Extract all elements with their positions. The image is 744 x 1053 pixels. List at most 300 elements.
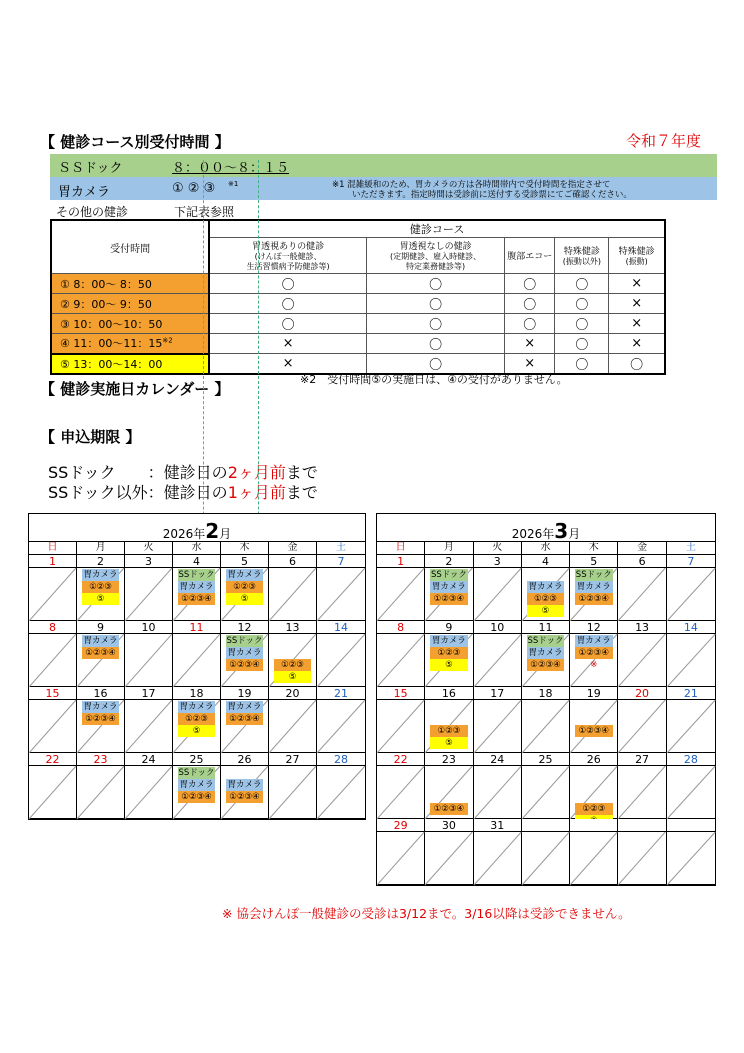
weekday-header: 月 [425, 542, 473, 555]
calendar-day[interactable] [474, 621, 522, 687]
course-col-2: 胃透視なしの健診 (定期健診、雇入時健診、 特定業務健診等) [367, 238, 505, 274]
diagonal-line [317, 700, 365, 753]
day-number: 17 [125, 687, 172, 700]
ss-dock-row [50, 154, 717, 177]
calendar-day[interactable] [522, 555, 570, 621]
calendar-day[interactable] [667, 753, 715, 819]
course-row-2 [51, 294, 665, 314]
course-row-time: ① 8：00〜 8：50 [51, 274, 209, 294]
course-row-3 [51, 314, 665, 334]
calendar-day[interactable] [77, 687, 125, 753]
calendar-day[interactable] [377, 753, 425, 819]
calendar-day[interactable] [667, 687, 715, 753]
deadline-section-title: 【 申込期限 】 [40, 428, 141, 446]
calendar-day[interactable] [377, 555, 425, 621]
course-availability-mark: × [609, 314, 665, 334]
gastro-chip: 胃カメラ [83, 636, 118, 646]
gastro-chip: 胃カメラ [227, 570, 262, 580]
day-number [618, 819, 665, 832]
day-number: 26 [570, 753, 617, 766]
gastro-chip: 胃カメラ [528, 648, 563, 658]
diagonal-line [77, 766, 124, 819]
calendar-day[interactable] [269, 555, 317, 621]
day-number: 18 [522, 687, 569, 700]
gastro-chip: 胃カメラ [83, 702, 118, 712]
day-number [570, 819, 617, 832]
calendar-day[interactable] [125, 621, 173, 687]
course-note: ※2 受付時間⑤の実施日は、④の受付がありません。 [300, 373, 568, 386]
day-number: 27 [269, 753, 316, 766]
weekday-header: 日 [377, 542, 425, 555]
calendar-day[interactable] [317, 621, 365, 687]
calendar-day[interactable] [377, 819, 425, 885]
day-number: 4 [522, 555, 569, 568]
afternoon-slot-chip: ⑤ [226, 593, 264, 605]
calendar-day[interactable] [618, 753, 666, 819]
ss-dock-chip: SSドック [575, 570, 612, 580]
calendar-day[interactable] [269, 687, 317, 753]
diagonal-line [522, 766, 569, 819]
reception-header: 受付時間 [51, 220, 209, 274]
time-slots-chip: ①②③④ [226, 659, 264, 671]
calendar-day[interactable] [317, 687, 365, 753]
time-slots-chip: ①②③ [178, 713, 216, 725]
course-availability-mark: 〇 [367, 294, 505, 314]
gastro-chip: 胃カメラ [83, 570, 118, 580]
page-title: 【 健診コース別受付時間 】 [40, 133, 230, 151]
calendar-day[interactable] [317, 753, 365, 819]
diagonal-line [474, 634, 521, 687]
course-availability-mark: 〇 [505, 294, 555, 314]
calendar-day[interactable] [570, 555, 618, 621]
diagonal-line [29, 634, 76, 687]
diagonal-line [269, 700, 316, 753]
day-number: 27 [618, 753, 665, 766]
time-slots-chip: ①②③ [575, 803, 613, 815]
course-availability-mark: × [209, 354, 366, 375]
day-number: 10 [474, 621, 521, 634]
day-number: 17 [474, 687, 521, 700]
calendar-day[interactable] [425, 819, 473, 885]
gastro-note-line1: ※1 混雑緩和のため、胃カメラの方は各時間帯内で受付時間を指定させて [332, 180, 611, 190]
calendar-day[interactable] [77, 753, 125, 819]
calendar-day[interactable] [221, 621, 269, 687]
day-number: 6 [618, 555, 665, 568]
course-row-time: ④ 11：00〜11：15$^{※2}$ [51, 334, 209, 354]
time-slots-chip: ①②③ [226, 581, 264, 593]
calendar-february [28, 513, 366, 820]
chip-spacer [575, 701, 613, 713]
weekday-header: 金 [269, 542, 317, 555]
calendar-day[interactable] [77, 555, 125, 621]
day-number: 1 [29, 555, 76, 568]
time-slots-chip: ①②③④ [226, 713, 264, 725]
calendar-day[interactable] [425, 753, 473, 819]
course-availability-mark: 〇 [555, 294, 609, 314]
weekday-header: 月 [77, 542, 125, 555]
day-number: 31 [474, 819, 521, 832]
day-number: 3 [125, 555, 172, 568]
calendar-day[interactable] [474, 555, 522, 621]
day-number: 21 [667, 687, 715, 700]
time-slots-chip: ①②③④ [178, 791, 216, 803]
calendar-day[interactable] [474, 753, 522, 819]
time-slots-chip: ①②③④ [575, 725, 613, 737]
ss-dock-chip: SSドック [178, 768, 215, 778]
course-availability-mark: × [505, 354, 555, 375]
day-number: 14 [317, 621, 365, 634]
weekday-header: 火 [125, 542, 173, 555]
day-number: 14 [667, 621, 715, 634]
day-number: 29 [377, 819, 424, 832]
weekday-header: 土 [317, 542, 365, 555]
gastro-chip: 胃カメラ [227, 780, 262, 790]
gastro-chip: 胃カメラ [227, 648, 262, 658]
chip-spacer [274, 647, 312, 659]
course-row-4 [51, 334, 665, 354]
diagonal-line [377, 568, 424, 621]
diagonal-line [667, 832, 715, 885]
deadline-other: SSドック以外：健診日の1ヶ月前まで [48, 483, 318, 502]
weekday-header: 日 [29, 542, 77, 555]
calendar-day[interactable] [125, 753, 173, 819]
day-number: 22 [29, 753, 76, 766]
weekday-header: 木 [570, 542, 618, 555]
calendar-day[interactable] [173, 753, 221, 819]
day-number: 9 [425, 621, 472, 634]
chip-spacer [575, 713, 613, 725]
diagonal-line [317, 634, 365, 687]
calendar-day[interactable] [173, 621, 221, 687]
day-number: 12 [570, 621, 617, 634]
diagonal-line [377, 700, 424, 753]
day-number: 26 [221, 753, 268, 766]
calendar-day[interactable] [29, 753, 77, 819]
diagonal-line [667, 568, 715, 621]
diagonal-line [570, 832, 617, 885]
course-col-3: 腹部エコー [505, 238, 555, 274]
course-availability-mark: 〇 [209, 294, 366, 314]
calendar-day[interactable] [618, 555, 666, 621]
gastro-slots: ① ② ③ [172, 181, 216, 196]
calendar-day[interactable] [269, 753, 317, 819]
afternoon-slot-chip: ⑤ [274, 671, 312, 683]
calendar-day[interactable] [618, 621, 666, 687]
calendar-title: 2026年3月 [377, 514, 715, 542]
course-availability-mark: 〇 [505, 274, 555, 294]
time-slots-chip: ①②③④ [575, 647, 613, 659]
calendar-day[interactable] [522, 819, 570, 885]
time-slots-chip: ①②③④ [226, 791, 264, 803]
calendar-day[interactable] [173, 555, 221, 621]
day-number: 24 [125, 753, 172, 766]
gastro-chip: 胃カメラ [179, 780, 214, 790]
diagonal-line [125, 700, 172, 753]
chip-spacer [226, 767, 264, 779]
course-row-time: ③ 10：00〜10：50 [51, 314, 209, 334]
diagonal-line [29, 568, 76, 621]
gastro-chip: 胃カメラ [179, 582, 214, 592]
calendar-section-title: 【 健診実施日カレンダー 】 [40, 380, 230, 398]
afternoon-slot-chip: ⑤ [430, 737, 468, 749]
diagonal-line [522, 700, 569, 753]
diagonal-line [474, 766, 521, 819]
calendar-day[interactable] [667, 819, 715, 885]
day-number: 8 [29, 621, 76, 634]
chip-spacer [575, 767, 613, 779]
chip-spacer [430, 779, 468, 791]
calendar-day[interactable] [29, 621, 77, 687]
course-availability-mark: 〇 [555, 334, 609, 354]
course-availability-mark: 〇 [367, 354, 505, 375]
calendar-day[interactable] [570, 621, 618, 687]
day-number: 5 [221, 555, 268, 568]
day-number: 24 [474, 753, 521, 766]
time-slots-chip: ①②③④ [82, 647, 120, 659]
day-number: 30 [425, 819, 472, 832]
gastro-chip: 胃カメラ [528, 582, 563, 592]
diagonal-line [667, 700, 715, 753]
calendar-day[interactable] [425, 555, 473, 621]
chip-spacer [274, 635, 312, 647]
calendar-day[interactable] [317, 555, 365, 621]
calendar-day[interactable] [667, 555, 715, 621]
day-number: 23 [425, 753, 472, 766]
ss-dock-chip: SSドック [226, 636, 263, 646]
calendar-day[interactable] [522, 621, 570, 687]
course-col-4: 特殊健診 (振動以外) [555, 238, 609, 274]
course-availability-mark: 〇 [505, 314, 555, 334]
diagonal-line [618, 568, 665, 621]
afternoon-slot-chip: ⑤ [82, 593, 120, 605]
deadline-ss: SSドック ：健診日の2ヶ月前まで [48, 463, 318, 482]
calendar-day[interactable] [221, 687, 269, 753]
course-availability-mark: 〇 [555, 354, 609, 375]
diagonal-line [618, 766, 665, 819]
calendar-day[interactable] [618, 687, 666, 753]
day-number: 28 [667, 753, 715, 766]
afternoon-slot-chip: ⑤ [178, 725, 216, 737]
day-number: 13 [618, 621, 665, 634]
calendar-day[interactable] [377, 687, 425, 753]
calendar-day[interactable] [77, 621, 125, 687]
diagonal-line [173, 634, 220, 687]
calendar-day[interactable] [125, 687, 173, 753]
time-slots-chip: ①②③ [430, 725, 468, 737]
day-number: 11 [522, 621, 569, 634]
diagonal-line [377, 832, 424, 885]
day-number: 1 [377, 555, 424, 568]
calendar-day[interactable] [29, 555, 77, 621]
day-number: 9 [77, 621, 124, 634]
day-number: 28 [317, 753, 365, 766]
day-number: 16 [77, 687, 124, 700]
fiscal-year: 令和７年度 [626, 132, 702, 150]
afternoon-slot-chip: ⑤ [527, 605, 565, 617]
calendar-day[interactable] [570, 753, 618, 819]
calendar-title: 2026年2月 [29, 514, 365, 542]
course-availability-mark: 〇 [367, 314, 505, 334]
diagonal-line [474, 568, 521, 621]
course-col-5: 特殊健診 (振動) [609, 238, 665, 274]
course-availability-mark: 〇 [555, 314, 609, 334]
diagonal-line [125, 634, 172, 687]
gastro-row [50, 177, 717, 200]
day-number: 22 [377, 753, 424, 766]
time-slots-chip: ①②③④ [527, 659, 565, 671]
day-number: 23 [77, 753, 124, 766]
time-slots-chip: ①②③ [274, 659, 312, 671]
course-row-time: ② 9：00〜 9：50 [51, 294, 209, 314]
course-header: 健診コース [209, 220, 665, 238]
course-availability-mark: 〇 [367, 274, 505, 294]
diagonal-line [29, 766, 76, 819]
diagonal-line [667, 766, 715, 819]
diagonal-line [522, 832, 569, 885]
day-number [522, 819, 569, 832]
gastro-chip: 胃カメラ [431, 636, 466, 646]
day-number [667, 819, 715, 832]
calendar-day[interactable] [269, 621, 317, 687]
gastro-note-line2: いただきます。指定時間は受診前に送付する受診票にてご確認ください。 [352, 190, 632, 200]
calendar-day[interactable] [667, 621, 715, 687]
gastro-chip: 胃カメラ [576, 636, 611, 646]
diagonal-line [125, 568, 172, 621]
calendar-day[interactable] [522, 687, 570, 753]
diagonal-line [269, 766, 316, 819]
other-label: その他の健診 [56, 205, 129, 219]
day-number: 16 [425, 687, 472, 700]
gastro-chip: 胃カメラ [576, 582, 611, 592]
weekday-header: 金 [618, 542, 666, 555]
ss-dock-chip: SSドック [527, 636, 564, 646]
course-availability-mark: × [609, 274, 665, 294]
calendar-day[interactable] [377, 621, 425, 687]
calendar-day[interactable] [618, 819, 666, 885]
calendar-day[interactable] [221, 753, 269, 819]
day-number: 13 [269, 621, 316, 634]
ss-dock-label: ＳＳドック [58, 161, 123, 176]
day-number: 7 [317, 555, 365, 568]
course-availability-mark: 〇 [555, 274, 609, 294]
calendar-day[interactable] [474, 687, 522, 753]
day-number: 25 [522, 753, 569, 766]
weekday-header: 火 [474, 542, 522, 555]
day-number: 15 [377, 687, 424, 700]
day-number: 11 [173, 621, 220, 634]
weekday-header: 土 [667, 542, 715, 555]
diagonal-line [317, 766, 365, 819]
day-number: 12 [221, 621, 268, 634]
diagonal-line [29, 700, 76, 753]
footer-note: ※ 協会けんぽ一般健診の受診は3/12まで。3/16以降は受診できません。 [222, 906, 631, 921]
day-number: 18 [173, 687, 220, 700]
day-number: 3 [474, 555, 521, 568]
course-availability-mark: 〇 [209, 274, 366, 294]
day-number: 7 [667, 555, 715, 568]
diagonal-line [667, 634, 715, 687]
calendar-day[interactable] [425, 687, 473, 753]
chip-spacer [575, 779, 613, 791]
diagonal-line [269, 568, 316, 621]
calendar-day[interactable] [522, 753, 570, 819]
gastro-label: 胃カメラ [58, 185, 111, 200]
course-table [50, 219, 666, 375]
course-availability-mark: 〇 [209, 314, 366, 334]
time-slots-chip: ①②③ [527, 593, 565, 605]
gastro-chip: 胃カメラ [179, 702, 214, 712]
weekday-header: 水 [522, 542, 570, 555]
day-number: 19 [570, 687, 617, 700]
day-number: 25 [173, 753, 220, 766]
day-number: 2 [425, 555, 472, 568]
ss-dock-time: ８：００〜８：１５ [172, 161, 290, 176]
day-number: 10 [125, 621, 172, 634]
chip-spacer [527, 569, 565, 581]
diagonal-line [618, 634, 665, 687]
ss-dock-chip: SSドック [430, 570, 467, 580]
day-number: 20 [618, 687, 665, 700]
chip-spacer [430, 791, 468, 803]
time-slots-chip: ①②③④ [430, 803, 468, 815]
day-number: 8 [377, 621, 424, 634]
diagonal-line [377, 634, 424, 687]
diagonal-line [317, 568, 365, 621]
day-number: 21 [317, 687, 365, 700]
chip-spacer [430, 701, 468, 713]
weekday-header: 木 [221, 542, 269, 555]
time-slots-chip: ①②③ [82, 581, 120, 593]
calendar-day[interactable] [425, 621, 473, 687]
gastro-note-mark: ※1 [228, 180, 239, 188]
calendar-day[interactable] [474, 819, 522, 885]
calendar-march [376, 513, 716, 886]
time-slots-chip: ①②③ [430, 647, 468, 659]
gastro-chip: 胃カメラ [227, 702, 262, 712]
time-slots-chip: ①②③④ [178, 593, 216, 605]
course-availability-mark: × [209, 334, 366, 354]
gastro-chip: 胃カメラ [431, 582, 466, 592]
day-number: 6 [269, 555, 316, 568]
calendar-day[interactable] [125, 555, 173, 621]
calendar-day[interactable] [221, 555, 269, 621]
chip-spacer [575, 791, 613, 803]
weekday-header: 水 [173, 542, 221, 555]
course-row-1 [51, 274, 665, 294]
day-number: 19 [221, 687, 268, 700]
day-number: 5 [570, 555, 617, 568]
time-slots-chip: ①②③④ [430, 593, 468, 605]
calendar-day[interactable] [29, 687, 77, 753]
other-ref: 下記表参照 [174, 205, 235, 219]
diagonal-line [474, 832, 521, 885]
time-slots-chip: ①②③④ [575, 593, 613, 605]
calendar-day[interactable] [570, 819, 618, 885]
course-availability-mark: × [609, 334, 665, 354]
diagonal-line [425, 832, 472, 885]
course-availability-mark: × [609, 294, 665, 314]
diagonal-line [618, 832, 665, 885]
chip-spacer [430, 713, 468, 725]
calendar-day[interactable] [173, 687, 221, 753]
afternoon-slot-chip: ⑤ [430, 659, 468, 671]
course-availability-mark: × [505, 334, 555, 354]
note-mark: ※ [590, 660, 598, 670]
calendar-day[interactable] [570, 687, 618, 753]
chip-spacer [430, 767, 468, 779]
course-col-1: 胃透視ありの健診 (けんぽ一般健診、 生活習慣病予防健診等) [209, 238, 366, 274]
course-availability-mark: 〇 [609, 354, 665, 375]
